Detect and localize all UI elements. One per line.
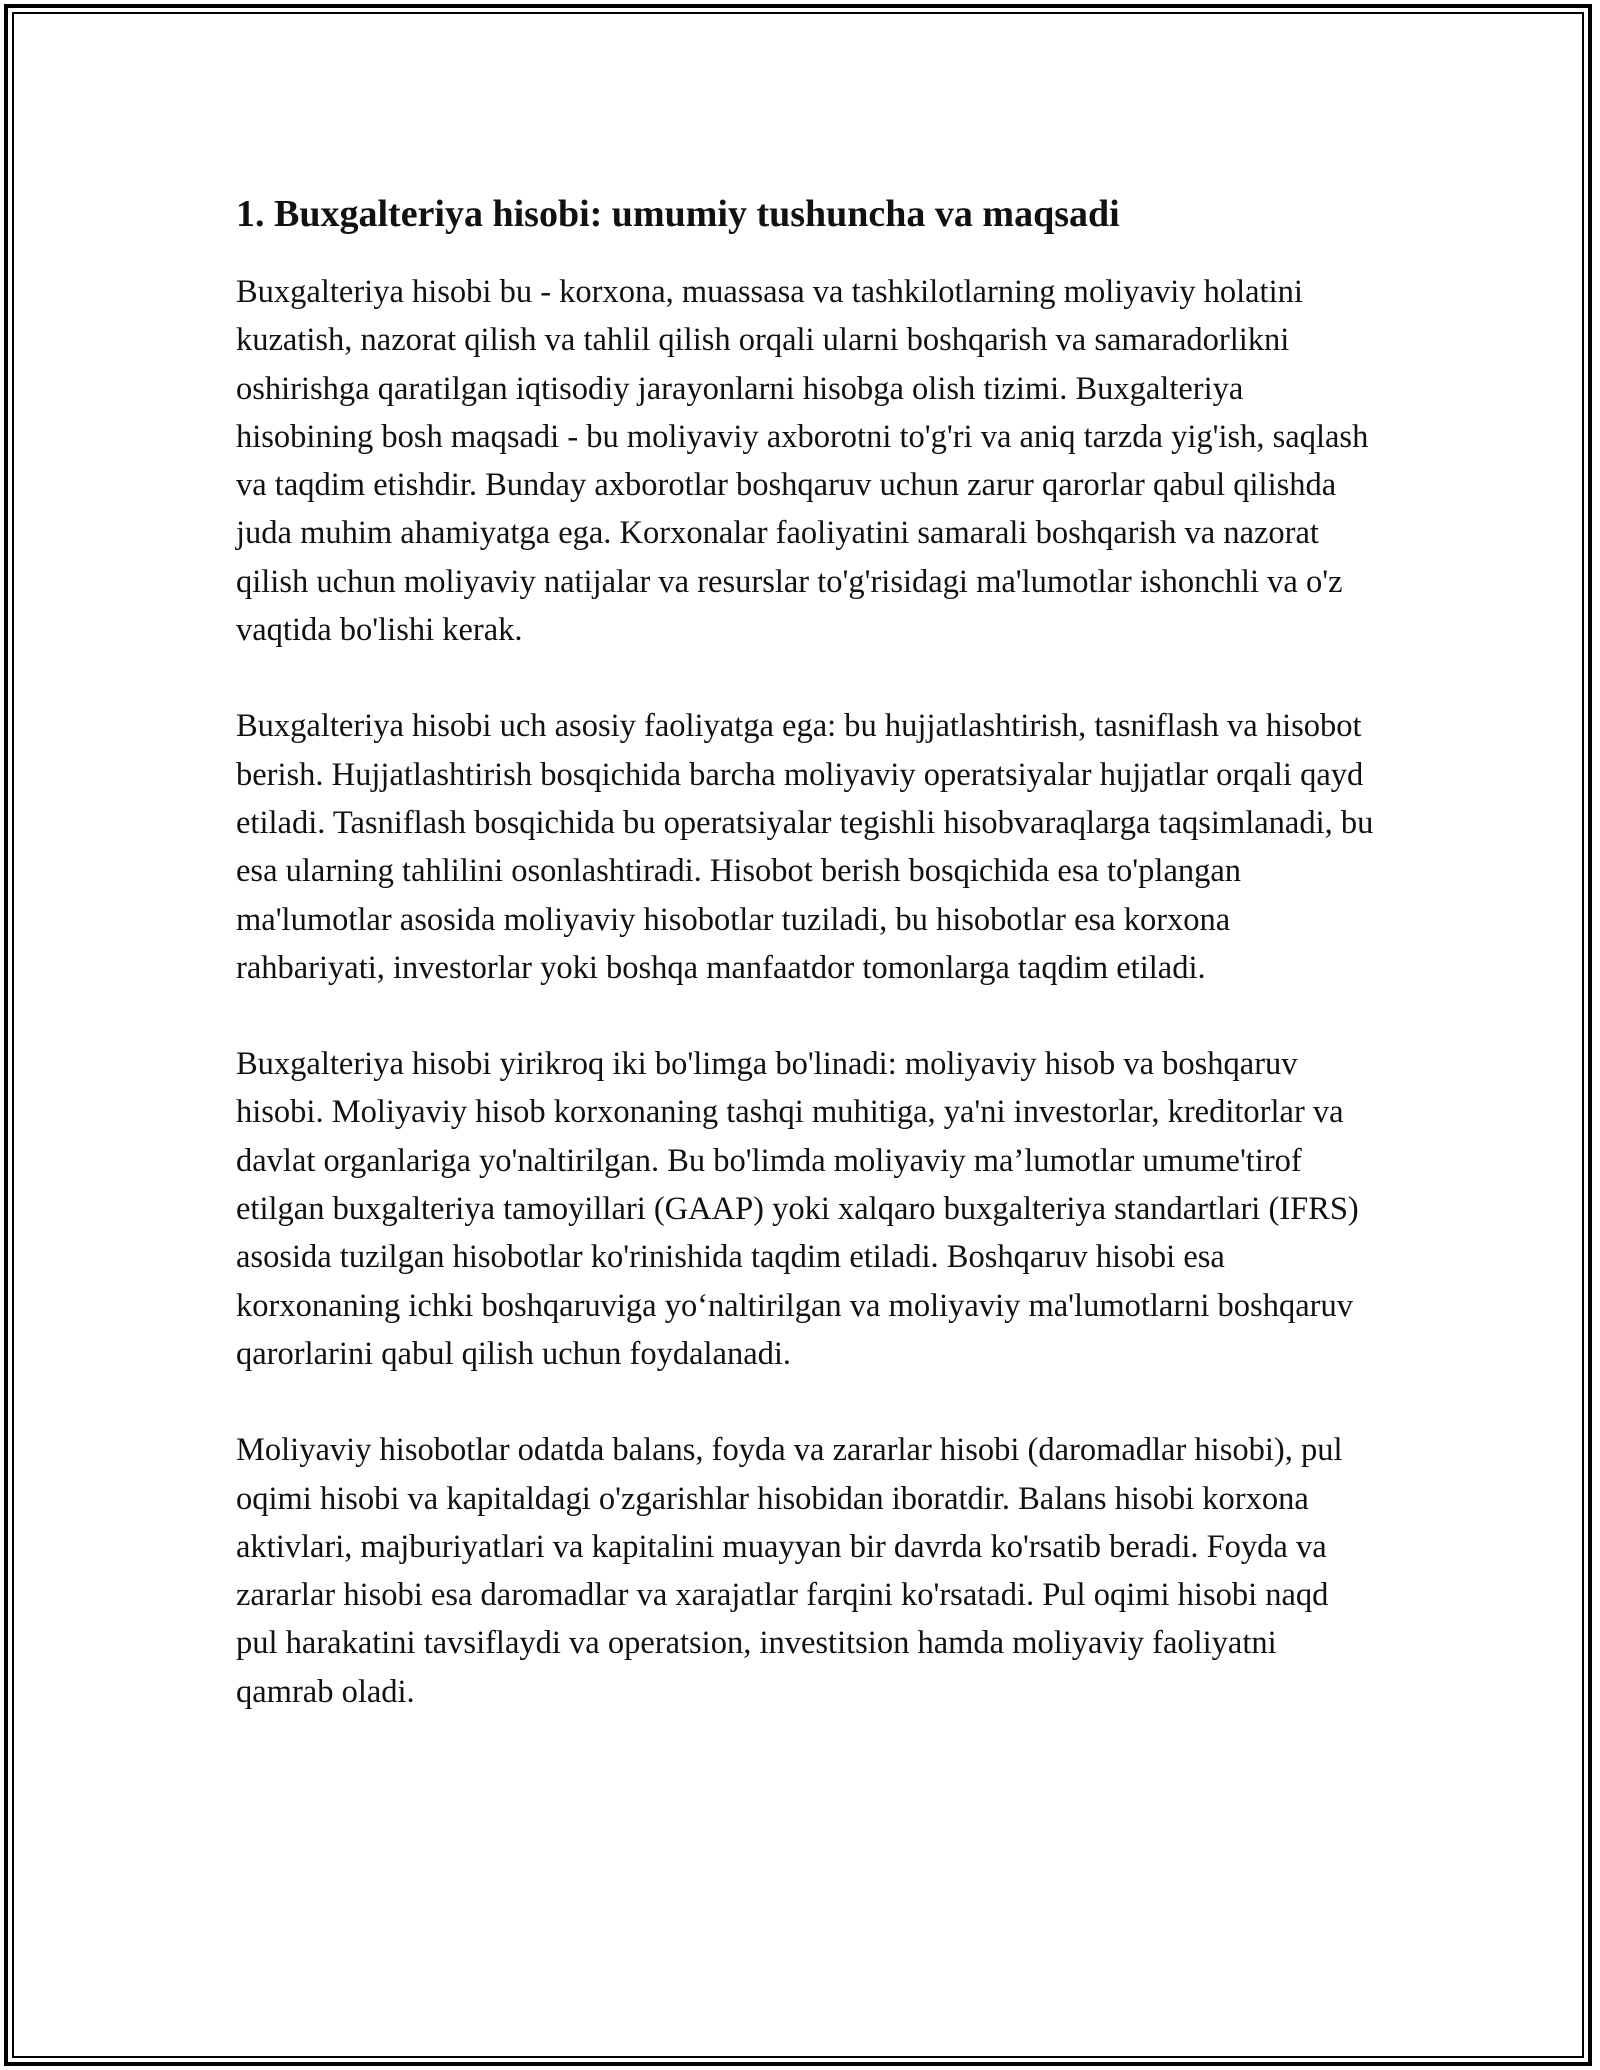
paragraph-4: Moliyaviy hisobotlar odatda balans, foyda va zararlar hisobi (daromadlar hisobi), pul oqimi hisobi va kapitaldagi o'zgarishlar hisobidan iboratdir. Balans hisobi korxona aktivlari, majburiyatlari va kapitalini muayyan bir davrda ko'rsatib beradi. Foyda va zararlar hisobi esa daromadlar va xarajatlar farqini ko'rsatadi. Pul oqimi hisobi naqd pul harakatini tavsiflaydi va operatsion, investitsion hamda moliyaviy faoliyatni qamrab oladi. [236,1432,1343,1710]
paragraph-3: Buxgalteriya hisobi yirikroq iki bo'limga bo'linadi: moliyaviy hisob va boshqaruv hisobi. Moliyaviy hisob korxonaning tashqi muhitiga, ya'ni investorlar, kreditorlar va davlat organlariga yo'naltirilgan. Bu bo'limda moliyaviy ma’lumotlar umume'tirof etilgan buxgalteriya tamoyillari (GAAP) yoki xalqaro buxgalteriya standartlari (IFRS) asosida tuzilgan hisobotlar ko'rinishida taqdim etiladi. Boshqaruv hisobi esa korxonaning ichki boshqaruviga yo‘naltirilgan va moliyaviy ma'lumotlarni boshqaruv qarorlarini qabul qilish uchun foydalanadi. [236,1046,1359,1372]
paragraph-2: Buxgalteriya hisobi uch asosiy faoliyatga ega: bu hujjatlashtirish, tasniflash va hisobot berish. Hujjatlashtirish bosqichida barcha moliyaviy operatsiyalar hujjatlar orqali qayd etiladi. Tasniflash bosqichida bu operatsiyalar tegishli hisobvaraqlarga taqsimlanadi, bu esa ularning tahlilini osonlashtiradi. Hisobot berish bosqichida esa to'plangan ma'lumotlar asosida moliyaviy hisobotlar tuziladi, bu hisobotlar esa korxona rahbariyati, investorlar yoki boshqa manfaatdor tomonlarga taqdim etiladi. [236,708,1374,986]
document-body [236,188,1376,1764]
section-heading: 1. Buxgalteriya hisobi: umumiy tushuncha va maqsadi [236,193,1120,235]
paragraph-1: Buxgalteriya hisobi bu - korxona, muassasa va tashkilotlarning moliyaviy holatini kuzatish, nazorat qilish va tahlil qilish orqali ularni boshqarish va samaradorlikni oshirishga qaratilgan iqtisodiy jarayonlarni hisobga olish tizimi. Buxgalteriya hisobining bosh maqsadi - bu moliyaviy axborotni to'g'ri va aniq tarzda yig'ish, saqlash va taqdim etishdir. Bunday axborotlar boshqaruv uchun zarur qarorlar qabul qilishda juda muhim ahamiyatga ega. Korxonalar faoliyatini samarali boshqarish va nazorat qilish uchun moliyaviy natijalar va resurslar to'g'risidagi ma'lumotlar ishonchli va o'z vaqtida bo'lishi kerak. [236,274,1369,649]
